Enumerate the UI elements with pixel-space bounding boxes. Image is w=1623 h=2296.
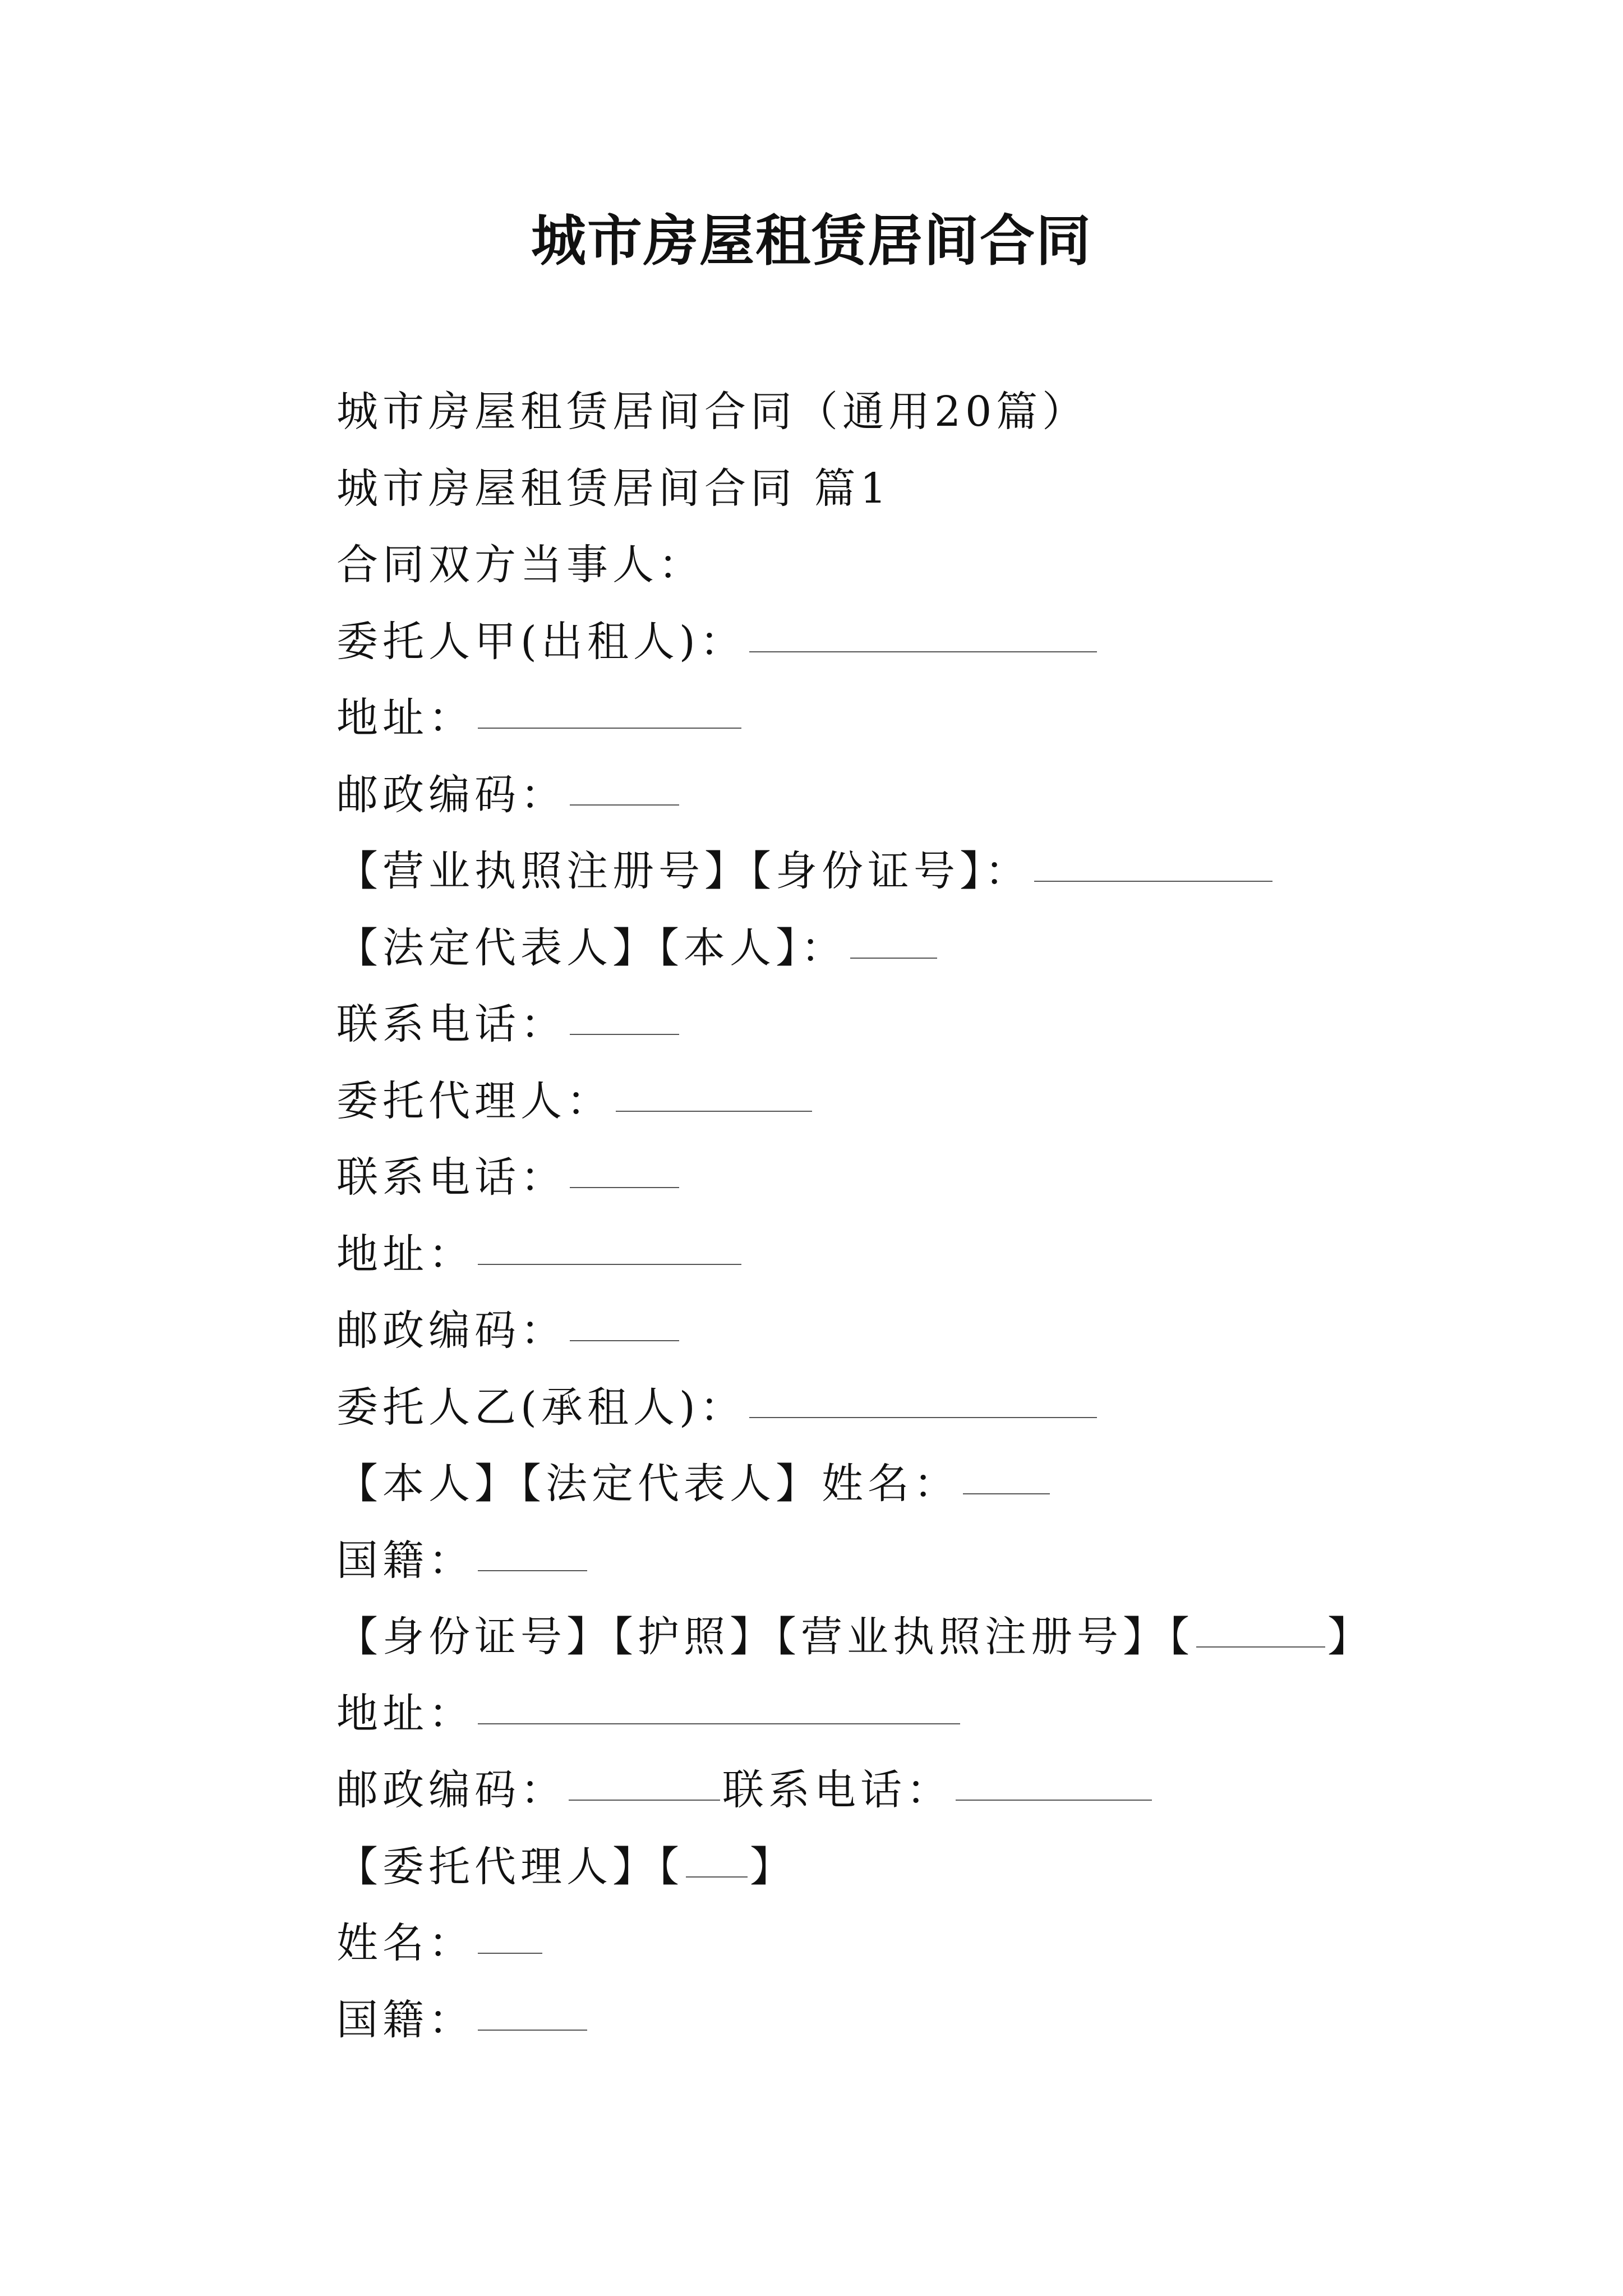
- parties-heading: 合同双方当事人：: [336, 541, 704, 589]
- phone-field: 联系电话：: [336, 1139, 1514, 1216]
- blank-line[interactable]: [478, 2030, 587, 2031]
- contract-subtitle: 城市房屋租赁居间合同（通用20篇）: [336, 388, 1089, 436]
- blank-line[interactable]: [478, 1264, 741, 1265]
- section-heading: 城市房屋租赁居间合同 篇1: [336, 464, 891, 513]
- blank-line[interactable]: [1196, 1646, 1325, 1648]
- contract-body: [336, 374, 1514, 2058]
- party-b-field: 委托人乙(承租人)：: [336, 1369, 1514, 1446]
- id-document-field: 【身份证号】【护照】【营业执照注册号】【 】: [336, 1613, 1373, 1661]
- address-field: 地址：: [336, 1216, 1514, 1293]
- nationality-field: 国籍：: [336, 1522, 1514, 1599]
- blank-line[interactable]: [570, 1034, 679, 1035]
- postcode-field: 邮政编码：: [336, 1292, 1514, 1369]
- blank-line[interactable]: [478, 1953, 542, 1954]
- blank-line[interactable]: [749, 651, 1097, 652]
- blank-line[interactable]: [478, 1570, 587, 1571]
- party-a-field: 委托人甲(出租人)：: [336, 604, 1514, 680]
- blank-line[interactable]: [570, 1187, 679, 1188]
- agent-heading-field: 【委托代理人】【 】: [336, 1842, 796, 1891]
- phone-field: 联系电话：: [336, 986, 1514, 1063]
- blank-line[interactable]: [570, 804, 679, 806]
- address-field: 地址：: [336, 1676, 1514, 1752]
- blank-line[interactable]: [616, 1111, 812, 1112]
- blank-line[interactable]: [1034, 881, 1272, 882]
- postcode-phone-field: 邮政编码： 联系电话：: [336, 1752, 1514, 1829]
- blank-line[interactable]: [686, 1876, 748, 1878]
- name-field: 姓名：: [336, 1905, 1514, 1982]
- blank-line[interactable]: [478, 728, 741, 729]
- blank-line[interactable]: [963, 1493, 1050, 1494]
- blank-line[interactable]: [570, 1340, 679, 1341]
- blank-line[interactable]: [569, 1800, 720, 1801]
- blank-line[interactable]: [478, 1723, 960, 1724]
- postcode-field: 邮政编码：: [336, 757, 1514, 834]
- blank-line[interactable]: [956, 1800, 1152, 1801]
- license-id-field: 【营业执照注册号】【身份证号】：: [336, 833, 1514, 910]
- blank-line[interactable]: [749, 1417, 1097, 1418]
- agent-field: 委托代理人：: [336, 1063, 1514, 1140]
- legal-rep-field: 【法定代表人】【本人】：: [336, 910, 1514, 987]
- name-field: 【本人】【法定代表人】姓名：: [336, 1446, 1514, 1522]
- address-field: 地址：: [336, 680, 1514, 757]
- nationality-field: 国籍：: [336, 1982, 1514, 2059]
- blank-line[interactable]: [850, 958, 937, 959]
- document-title: 城市房屋租赁居间合同: [531, 209, 1092, 273]
